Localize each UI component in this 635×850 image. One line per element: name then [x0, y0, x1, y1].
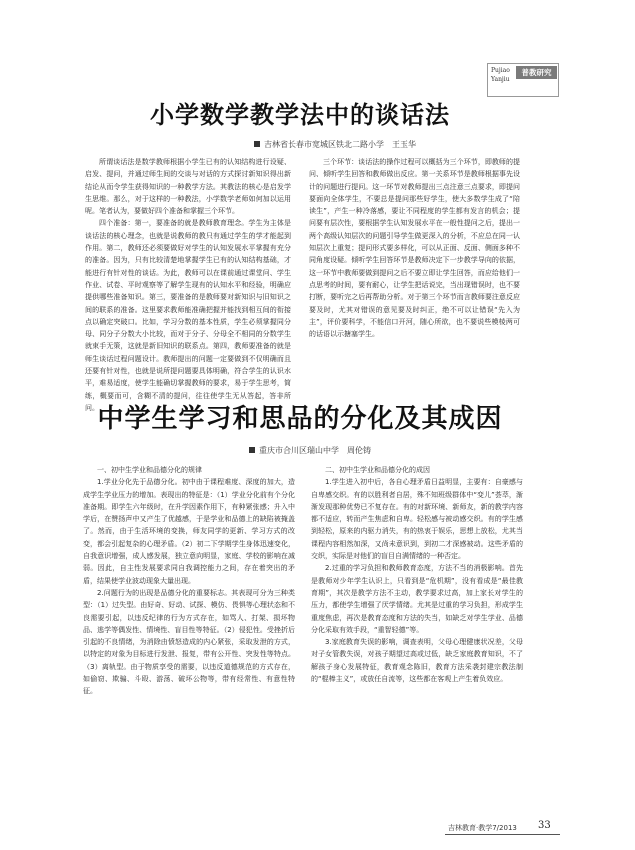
- section-tag: 普教研究: [516, 66, 557, 79]
- section-heading: 一、初中生学业和品德分化的规律: [97, 466, 202, 474]
- article1-author: [35, 139, 635, 150]
- paragraph: 3.家庭教育失误的影响，调查表明，父母心理健康状况差，父母对子女管教失误，对孩子期望过高或过低，缺乏家庭教育知识，不了解孩子身心发展特征，教育观念陈旧，教育方法采袭封建宗教法制的“棍棒主义”，或放任自流等，这些都在客观上产生着负效应。: [311, 638, 523, 684]
- article1-column-right: [309, 156, 520, 392]
- section-heading: 二、初中生学业和品德分化的成因: [325, 466, 430, 474]
- article2-author-text: 重庆市合川区瑞山中学 周伦铸: [259, 446, 371, 455]
- paragraph: 2.问题行为的出现是品德分化的重要标志。其表现可分为三种类型：（1）过失型。由好奇、好动、试探、模仿、畏惧等心理状态和不良需要引起，以违反纪律的行为方式存在，如骂人、打架、损坏物品、逃学等偶发性、情境性、盲目性等特征。（2）侵犯性。受挫折后引起的不良情绪，为消除由愤怒造成的内心紧张，采取发泄的方式，以特定的对象为目标进行发泄、报复，带有公开性、突发性等特点。（3）离轨型。由于物质享受的需要，以违反道德规范的方式存在，如偷窃、欺骗、斗殴、游荡、破坏公物等，带有经常性、有意性特征。: [83, 588, 295, 696]
- header-en-line2: Yanjiu: [491, 76, 510, 83]
- article1-column-left: [85, 156, 291, 412]
- article2-title: 中学生学习和思品的分化及其成因: [97, 404, 503, 434]
- paragraph: 2.过重的学习负担和教师教育态度，方法不当的消极影响。首先是教师对少年学生认识上，只看到是“危机期”，没有看成是“最佳教育期”，其次是教学方法不主动，教学要求过高，加上家长对学生的压力，都使学生增强了厌学情绪。尤其是过重的学习负担，形成学生重度焦虑，再次是教育态度和方法的失当，如缺乏对学生学业、品德分化采取有效手段，“重智轻德”等。: [311, 564, 523, 634]
- paragraph: 四个准备：第一，要准备的就是教师教育理念。学生为主体是谈话法的核心理念，也就是说教师的教只有通过学生的学才能起到作用。第二，教师还必须要做好对学生的认知发展水平掌握有充分的准备。因为，只有比较清楚地掌握学生已有的认知结构基础，才能进行有针对性的谈话。为此，教师可以在课前通过课堂问、学生作业、试卷、平时观察等了解学生现有的认知水平和经验，明确应提供哪些准备知识。第三，要准备的是教师要对新知识与旧知识之间的联系的准备。这里要求教师能准确把握并能找到相互间的衔接点以确定突破口。比如，学习分数的基本性质，学生必须掌握同分母、同分子分数大小比较，而对于分子、分母全不相同的分数学生就束手无策，这就是新旧知识的联系点。第四，教师要准备的就是师生谈话过程问题设计。教师提出的问题一定要做到不仅明确而且还要有针对性，也就是说所提问题要具体明确，符合学生的认识水平，难易适度，使学生能确切掌握教师的要求，易于学生思考，简练，概要而可，含糊不清的提问，往往使学生无从答起，答非所问。: [85, 219, 291, 412]
- article2-author: [10, 445, 610, 456]
- footer-rule: [445, 834, 560, 835]
- article1-title: 小学数学教学法中的谈话法: [150, 101, 450, 129]
- square-bullet-icon: [254, 141, 260, 147]
- paragraph: 所谓谈话法是数学教师根据小学生已有的认知结构进行设疑、启发、提问，并通过师生间的交谈与对话的方式探讨新知识得出新结论从而令学生获得知识的一种教学方法。其教法的核心是启发学生思维。那么，对于这样的一种教法，小学数学老师如何加以运用呢。笔者认为，要做好四个准备和掌握三个环节。: [85, 158, 291, 216]
- footer-journal: 吉林教育·教学7/2013: [448, 824, 517, 832]
- article1-author-text: 吉林省长春市宽城区铁北二路小学 王玉华: [264, 140, 416, 149]
- article2-column-right: [311, 464, 523, 819]
- paragraph: 1.学生进入初中后，各自心理矛盾日益明显，主要有：自豪感与自卑感交织。有的以胜利者自居，殊不知班级群体中“变儿”荟萃，渐渐发现那种优势已不复存在。有的对新环境、新师友，新的教学内容都不适应，转而产生焦虑和自卑。轻松感与被动感交织。有的学生感到轻松，原来的内驱力消失，有的热衷于娱乐，思想上放松，尤其当课程内容相然加深，又尚未意识到，到初二才深感被动。这些矛盾的交织，实际是对他们的盲目自满情绪的一种否定。: [311, 478, 523, 561]
- header-journal-en: [491, 66, 515, 84]
- page-number: 33: [538, 820, 551, 831]
- article2-column-left: [83, 464, 295, 819]
- header-en-line1: Pujiao: [491, 67, 510, 74]
- square-bullet-icon: [249, 447, 255, 453]
- paragraph: 1.学业分化先于品德分化。初中由于课程难度、深度的加大，造成学生学业压力的增加。表现出的特征是：（1）学业分化前有个分化准备期。即学生六年级时，在升学因素作用下，有种紧张感；升入中学后，在赞扬声中又产生了优越感，于是学业和品德上的缺陷被掩盖了。然而，由于生活环境的变换，师友同学的更新、学习方式的改变，都会引起复杂的心理矛盾。（2）初二下学期学生身体迅速变化，自我意识增强，成人感发展，独立意向明显，家庭、学校的影响在减弱。因此，自主性发展要求同自我调控能力之间，存在着突出的矛盾，结果使学业波动现象大量出现。: [83, 478, 295, 585]
- paragraph: 三个环节：谈话法的操作过程可以概括为三个环节，即教师的提问、倾听学生回答和教师做出反应。第一关系环节是教师根据事先设计的问题进行提问。这一环节对教师提出三点注意三点要求，即提问要面向全体学生，不要总是提问那些好学生，使大多数学生成了“陪读生”，产生一种冷落感，要让不同程度的学生都有发言的机会；提问要有层次性，要根据学生认知发展水平在一般性提问之后，提出一两个高级认知层次的问题引导学生做更深入的分析，不应总在同一认知层次上重复；提问形式要多样化，可以从正面、反面、侧面多种不同角度设疑。倾听学生回答环节是教师决定下一步教学导向的依据，这一环节中教师要做到提问之后不要立即让学生回答，而应给他们一点思考的时间，要有耐心，让学生把话说完，当出现错误时，也不要打断，要听完之后再帮助分析。对于第三个环节而言教师要注意反应要及时，尤其对错误的意见要及时纠正，绝不可以让错误“先入为主”，评价要科学，不能信口开河，随心所欲，也不要说些模棱两可的话语以示搪塞学生。: [309, 158, 520, 339]
